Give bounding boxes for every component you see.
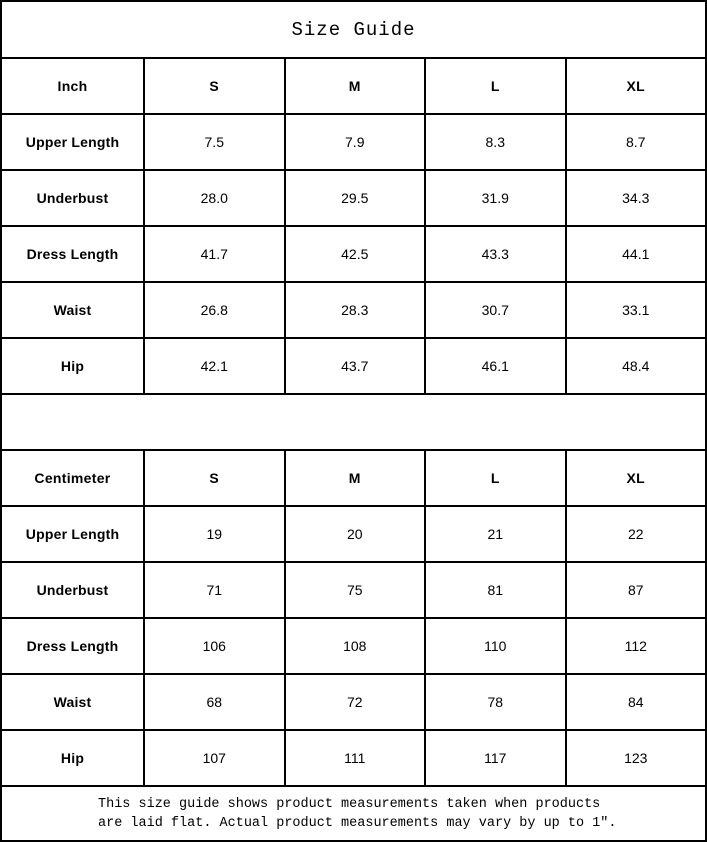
- inch-table: [2, 57, 705, 393]
- value-cell: 43.3: [424, 227, 565, 281]
- value-cell: 81: [424, 563, 565, 617]
- value-cell: 68: [143, 675, 284, 729]
- value-cell: 19: [143, 507, 284, 561]
- value-cell: 48.4: [565, 339, 706, 393]
- size-header-cell: L: [424, 451, 565, 505]
- unit-header-cell: Inch: [57, 78, 88, 94]
- value-cell: 71: [143, 563, 284, 617]
- value-cell: 106: [143, 619, 284, 673]
- value-cell: 78: [424, 675, 565, 729]
- value-cell: 31.9: [424, 171, 565, 225]
- value-cell: 111: [284, 731, 425, 785]
- value-cell: 117: [424, 731, 565, 785]
- row-label-cell: Waist: [53, 694, 92, 710]
- size-header-cell: S: [143, 451, 284, 505]
- table-row: [2, 729, 705, 785]
- value-cell: 34.3: [565, 171, 706, 225]
- value-cell: 42.5: [284, 227, 425, 281]
- row-label-cell: Upper Length: [25, 526, 120, 542]
- cm-header-row: [2, 449, 705, 505]
- table-row: [2, 281, 705, 337]
- value-cell: 112: [565, 619, 706, 673]
- size-header-cell: M: [284, 59, 425, 113]
- size-header-cell: L: [424, 59, 565, 113]
- value-cell: 87: [565, 563, 706, 617]
- value-cell: 123: [565, 731, 706, 785]
- value-cell: 41.7: [143, 227, 284, 281]
- row-label-cell: Dress Length: [26, 638, 119, 654]
- value-cell: 8.7: [565, 115, 706, 169]
- value-cell: 28.0: [143, 171, 284, 225]
- value-cell: 29.5: [284, 171, 425, 225]
- value-cell: 84: [565, 675, 706, 729]
- size-header-cell: M: [284, 451, 425, 505]
- row-label-cell: Dress Length: [26, 246, 119, 262]
- centimeter-table: [2, 449, 705, 785]
- table-row: [2, 505, 705, 561]
- table-row: [2, 337, 705, 393]
- value-cell: 28.3: [284, 283, 425, 337]
- value-cell: 30.7: [424, 283, 565, 337]
- value-cell: 7.9: [284, 115, 425, 169]
- table-row: [2, 225, 705, 281]
- value-cell: 108: [284, 619, 425, 673]
- value-cell: 20: [284, 507, 425, 561]
- value-cell: 33.1: [565, 283, 706, 337]
- row-label-cell: Waist: [53, 302, 92, 318]
- table-row: [2, 617, 705, 673]
- value-cell: 21: [424, 507, 565, 561]
- value-cell: 46.1: [424, 339, 565, 393]
- row-label-cell: Underbust: [36, 582, 109, 598]
- table-row: [2, 673, 705, 729]
- value-cell: 22: [565, 507, 706, 561]
- value-cell: 110: [424, 619, 565, 673]
- measurement-note-line2: are laid flat. Actual product measurements may vary by up to 1″.: [98, 815, 617, 831]
- size-header-cell: S: [143, 59, 284, 113]
- value-cell: 26.8: [143, 283, 284, 337]
- row-label-cell: Underbust: [36, 190, 109, 206]
- size-header-cell: XL: [565, 451, 706, 505]
- table-row: [2, 169, 705, 225]
- size-guide-title: Size Guide: [291, 18, 416, 41]
- measurement-note-line1: This size guide shows product measurements taken when products: [98, 796, 601, 812]
- table-spacer: [2, 393, 705, 449]
- unit-header-cell: Centimeter: [34, 470, 111, 486]
- table-row: [2, 561, 705, 617]
- row-label-cell: Upper Length: [25, 134, 120, 150]
- row-label-cell: Hip: [60, 750, 85, 766]
- inch-header-row: [2, 57, 705, 113]
- value-cell: 7.5: [143, 115, 284, 169]
- size-header-cell: XL: [565, 59, 706, 113]
- value-cell: 75: [284, 563, 425, 617]
- table-row: [2, 113, 705, 169]
- value-cell: 42.1: [143, 339, 284, 393]
- value-cell: 8.3: [424, 115, 565, 169]
- measurement-note: [2, 785, 705, 840]
- value-cell: 44.1: [565, 227, 706, 281]
- row-label-cell: Hip: [60, 358, 85, 374]
- value-cell: 107: [143, 731, 284, 785]
- value-cell: 43.7: [284, 339, 425, 393]
- value-cell: 72: [284, 675, 425, 729]
